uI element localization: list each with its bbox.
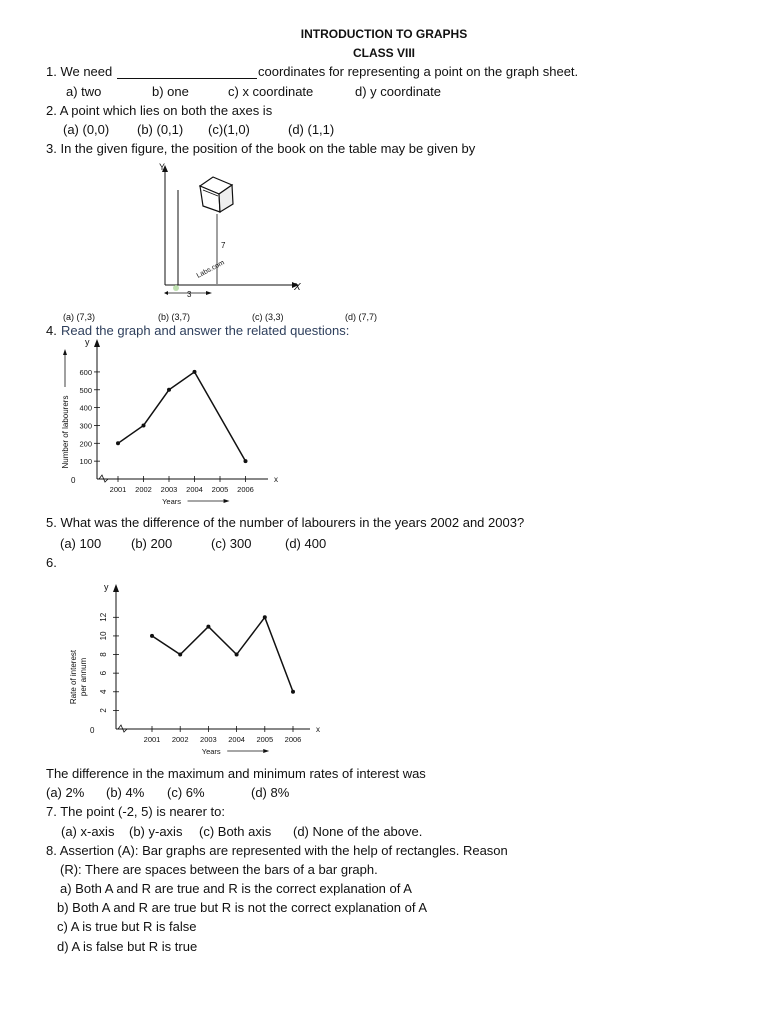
- series-line: [152, 617, 293, 691]
- y-axis-letter: y: [104, 582, 109, 592]
- q6-option-d: (d) 8%: [251, 785, 290, 800]
- y-tick-label: 600: [79, 367, 92, 377]
- data-point: [263, 615, 267, 619]
- q1-text-b: coordinates for representing a point on the graph sheet.: [258, 64, 579, 79]
- q6-num: 6.: [46, 555, 57, 570]
- q1-option-c: c) x coordinate: [228, 84, 314, 99]
- y-label: Y: [159, 162, 166, 172]
- y-tick-label: 300: [79, 421, 92, 431]
- data-point: [235, 653, 239, 657]
- x-label-arrowhead: [263, 749, 269, 753]
- q4-num: 4.: [46, 323, 57, 338]
- origin-label: 0: [71, 476, 76, 485]
- q7-option-c: (c) Both axis: [199, 824, 272, 839]
- x-label-arrowhead: [224, 499, 230, 503]
- x-tick-label: 2002: [135, 485, 152, 494]
- q7-option-a: (a) x-axis: [61, 824, 115, 839]
- x-tick-label: 2006: [237, 485, 254, 494]
- x-tick-label: 2001: [143, 735, 161, 744]
- q2-option-b: (b) (0,1): [137, 122, 184, 137]
- q5-option-c: (c) 300: [211, 536, 252, 551]
- y-tick-label: 400: [79, 403, 92, 413]
- q5-option-a: (a) 100: [60, 536, 102, 551]
- x-axis-label: Years: [162, 497, 182, 506]
- y-tick-label: 500: [79, 385, 92, 395]
- q5-option-d: (d) 400: [285, 536, 327, 551]
- y-axis-label: Rate of interest: [69, 649, 78, 705]
- q2-text: 2. A point which lies on both the axes is: [46, 103, 273, 118]
- y-tick-label: 100: [79, 457, 92, 467]
- q7-option-d: (d) None of the above.: [293, 824, 423, 839]
- data-point: [116, 441, 120, 445]
- data-point: [244, 459, 248, 463]
- q3-option-c: (c) (3,3): [252, 312, 284, 322]
- data-point: [167, 388, 171, 392]
- q1-option-d: d) y coordinate: [355, 84, 441, 99]
- y-tick-label: 2: [99, 708, 108, 713]
- data-point: [178, 653, 182, 657]
- x-label: X: [294, 282, 301, 293]
- q2-option-a: (a) (0,0): [63, 122, 110, 137]
- label-three: 3: [187, 290, 192, 299]
- x-axis-letter: x: [316, 725, 320, 734]
- q6-text: The difference in the maximum and minimum rates of interest was: [46, 766, 426, 781]
- y-tick-label: 8: [99, 652, 108, 657]
- y-tick-label: 12: [99, 612, 108, 622]
- y-tick-label: 4: [99, 689, 108, 694]
- y-axis-label: per annum: [79, 657, 88, 697]
- q8-line2: (R): There are spaces between the bars of a bar graph.: [60, 862, 378, 877]
- data-point: [206, 625, 210, 629]
- q8-option-a: a) Both A and R are true and R is the correct explanation of A: [60, 881, 412, 896]
- q8-option-c: c) A is true but R is false: [57, 919, 197, 934]
- x-tick-label: 2006: [284, 735, 302, 744]
- q2-option-c: (c)(1,0): [208, 122, 250, 137]
- y-axis-letter: y: [85, 337, 90, 347]
- x-tick-label: 2005: [211, 485, 229, 494]
- origin-label: 0: [90, 726, 95, 735]
- series-line: [118, 372, 246, 461]
- y-tick-label: 10: [99, 631, 108, 641]
- q4-text: Read the graph and answer the related questions:: [61, 323, 350, 338]
- x-tick-label: 2003: [200, 735, 217, 744]
- y-tick-label: 6: [99, 670, 108, 676]
- data-point: [142, 423, 146, 427]
- q2-option-d: (d) (1,1): [288, 122, 335, 137]
- q1-option-a: a) two: [66, 84, 102, 99]
- x-axis-letter: x: [274, 475, 278, 484]
- watermark: Labs.com: [195, 259, 226, 280]
- q1-option-b: b) one: [152, 84, 189, 99]
- q3-figure: [0, 160, 768, 330]
- q1-blank: [117, 78, 257, 79]
- y-axis-arrow: [94, 339, 100, 347]
- y-axis-label: Number of labourers: [61, 395, 70, 469]
- q6-option-a: (a) 2%: [46, 785, 85, 800]
- q3-option-a: (a) (7,3): [63, 312, 96, 322]
- q7-text: 7. The point (-2, 5) is nearer to:: [46, 804, 225, 819]
- x-tick-label: 2002: [171, 735, 189, 744]
- q3-option-b: (b) (3,7): [158, 312, 191, 322]
- q5-text: 5. What was the difference of the number of labourers in the years 2002 and 2003?: [46, 515, 525, 530]
- q8-line1: 8. Assertion (A): Bar graphs are represented with the help of rectangles. Reason: [46, 843, 508, 858]
- y-tick-label: 200: [79, 439, 92, 449]
- book-icon: [200, 177, 233, 212]
- q6-option-b: (b) 4%: [106, 785, 145, 800]
- x-tick-label: 2003: [160, 485, 178, 494]
- interest-chart: [0, 572, 768, 762]
- label-seven: 7: [221, 241, 226, 250]
- x-tick-label: 2001: [109, 485, 127, 494]
- class-label: CLASS VIII: [352, 46, 415, 60]
- q7-option-b: (b) y-axis: [129, 824, 183, 839]
- q3-text: 3. In the given figure, the position of the book on the table may be given by: [46, 141, 476, 156]
- q8-option-d: d) A is false but R is true: [57, 939, 198, 954]
- x-tick-label: 2004: [186, 485, 203, 494]
- y-label-arrowhead: [63, 349, 67, 355]
- q6-option-c: (c) 6%: [167, 785, 205, 800]
- q3-option-d: (d) (7,7): [345, 312, 378, 322]
- q8-option-b: b) Both A and R are true but R is not the correct explanation of A: [57, 900, 427, 915]
- x-axis-label: Years: [201, 747, 221, 756]
- q5-option-b: (b) 200: [131, 536, 173, 551]
- data-point: [291, 690, 295, 694]
- data-point: [150, 634, 154, 638]
- x-tick-label: 2004: [228, 735, 245, 744]
- q1-text-a: 1. We need: [46, 64, 113, 79]
- x-tick-label: 2005: [256, 735, 274, 744]
- y-axis-arrow: [113, 584, 119, 592]
- page-title: INTRODUCTION TO GRAPHS: [300, 27, 468, 41]
- data-point: [193, 370, 197, 374]
- labourers-chart: [0, 337, 768, 517]
